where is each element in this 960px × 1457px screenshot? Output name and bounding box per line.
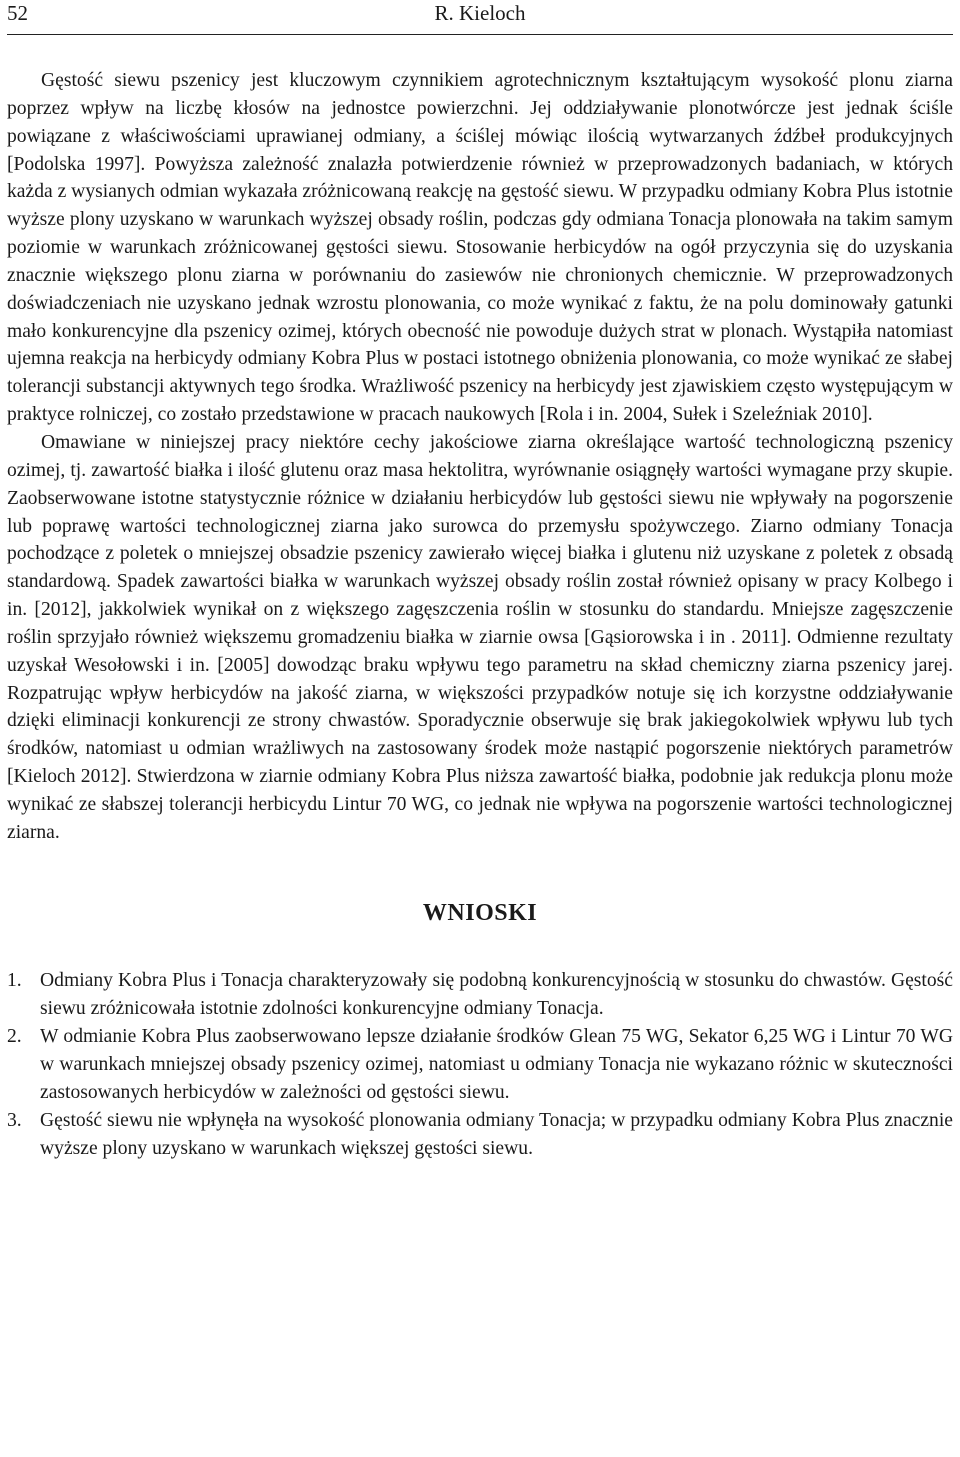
body-text (7, 67, 953, 847)
page-number: 52 (7, 1, 28, 25)
section-heading: WNIOSKI (422, 899, 538, 926)
conclusion-number: 1. (7, 969, 22, 991)
running-header (7, 0, 953, 35)
paragraph: Omawiane w niniejszej pracy niektóre cechy jakościowe ziarna określające wartość technologiczną pszenicy ozimej, tj. zawartość białka i ilość glutenu oraz masa hektolitra, wyrównanie osiągnęły wartości wymagane przy skupie. Zaobserwowane istotne statystycznie różnice w działaniu herbicydów lub gęstości siewu nie wpływały na pogorszenie lub poprawę wartości technologicznej ziarna jako surowca do przemysłu spożywczego. Ziarno odmiany Tonacja pochodzące z poletek o mniejszej obsadzie pszenicy zawierało więcej białka i glutenu niż uzyskane z poletek z obsadą standardową. Spadek zawartości białka w warunkach wyższej obsady roślin został również opisany w pracy Kolbego i in. [2012], jakkolwiek wynikał on z większego zagęszczenia roślin w stosunku do standardu. Mniejsze zagęszczenie roślin sprzyjało również większemu gromadzeniu białka w ziarnie owsa [Gąsiorowska i in . 2011]. Odmienne rezultaty uzyskał Wesołowski i in. [2005] dowodząc braku wpływu tego parametru na skład chemiczny ziarna pszenicy jarej. Rozpatrując wpływ herbicydów na jakość ziarna, w większości przypadków notuje się ich korzystne oddziaływanie dzięki eliminacji konkurencji ze strony chwastów. Sporadycznie obserwuje się brak jakiegokolwiek wpływu lub tych środków, natomiast u odmian wrażliwych na zastosowany środek może nastąpić pogorszenie niektórych parametrów [Kieloch 2012]. Stwierdzona w ziarnie odmiany Kobra Plus niższa zawartość białka, podobnie jak redukcja plonu może wynikać ze słabszej tolerancji herbicydu Lintur 70 WG, co jednak nie wpływa na pogorszenie wartości technologicznej ziarna. (7, 431, 953, 843)
conclusion-text: W odmianie Kobra Plus zaobserwowano lepsze działanie środków Glean 75 WG, Sekator 6,25 WG i Lintur 70 WG w warunkach mniejszej obsady pszenicy ozimej, natomiast u odmiany Tonacja nie wykazano różnic w skuteczności zastosowanych herbicydów w zależności od gęstości siewu. (40, 1025, 953, 1103)
conclusion-item (7, 1107, 953, 1163)
running-author: R. Kieloch (434, 1, 526, 25)
page (7, 0, 953, 1163)
conclusion-text: Odmiany Kobra Plus i Tonacja charakteryzowały się podobną konkurencyjnością w stosunku do chwastów. Gęstość siewu zróżnicowała istotnie zdolności konkurencyjne odmiany Tonacja. (40, 969, 953, 1019)
paragraph: Gęstość siewu pszenicy jest kluczowym czynnikiem agrotechnicznym kształtującym wysokość plonu ziarna poprzez wpływ na liczbę kłosów na jednostce powierzchni. Jej oddziaływanie plonotwórcze jest jednak ściśle powiązane z właściwościami uprawianej odmiany, a ściślej mówiąc ilością wytwarzanych źdźbeł produkcyjnych [Podolska 1997]. Powyższa zależność znalazła potwierdzenie również w przeprowadzonych badaniach, w których każda z wysianych odmian wykazała zróżnicowaną reakcję na gęstość siewu. W przypadku odmiany Kobra Plus istotnie wyższe plony uzyskano w warunkach wyższej obsady roślin, podczas gdy odmiana Tonacja plonowała na takim samym poziomie w warunkach zróżnicowanej gęstości siewu. Stosowanie herbicydów na ogół przyczynia się do uzyskania znacznie większego plonu ziarna w porównaniu do zasiewów nie chronionych chemicznie. W przeprowadzonych doświadczeniach nie uzyskano jednak wzrostu plonowania, co może wynikać z faktu, że na polu dominowały gatunki mało konkurencyjne dla pszenicy ozimej, których obecność nie powoduje dużych strat w plonach. Wystąpiła natomiast ujemna reakcja na herbicydy odmiany Kobra Plus w postaci istotnego obniżenia plonowania, co może wynikać ze słabej tolerancji substancji aktywnych tego środka. Wrażliwość pszenicy na herbicydy jest zjawiskiem często występującym w praktyce rolniczej, co zostało przedstawione w pracach naukowych [Rola i in. 2004, Sułek i Szeleźniak 2010]. (7, 70, 954, 426)
conclusions-list (7, 967, 953, 1163)
conclusion-text: Gęstość siewu nie wpłynęła na wysokość plonowania odmiany Tonacja; w przypadku odmiany Kobra Plus znacznie wyższe plony uzyskano w warunkach większej gęstości siewu. (40, 1109, 953, 1159)
conclusion-item (7, 1023, 953, 1107)
conclusion-number: 2. (7, 1025, 22, 1047)
conclusion-item (7, 967, 953, 1023)
conclusion-number: 3. (7, 1109, 22, 1131)
